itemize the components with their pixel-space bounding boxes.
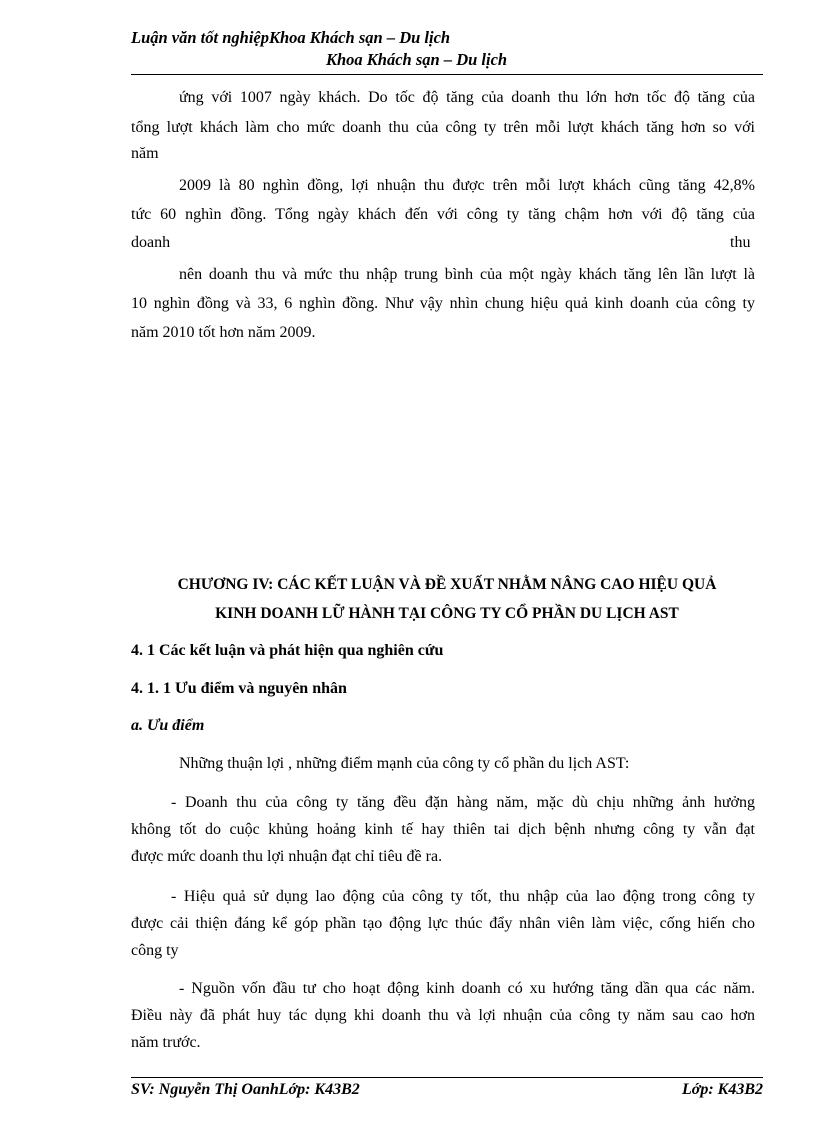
footer-class: Lớp: K43B2 [681,1081,763,1098]
body-line: ứng với 1007 ngày khách. Do tốc độ tăng của doanh thu lớn hơn tốc độ tăng của [179,89,755,106]
body-line: 10 nghìn đồng và 33, 6 nghìn đồng. Như vậy nhìn chung hiệu quả kinh doanh của công ty [131,295,755,312]
advantages-intro: Những thuận lợi , những điểm mạnh của công ty cổ phần du lịch AST: [179,755,630,772]
footer-divider [131,1077,763,1078]
advantage-bullet-line: - Nguồn vốn đầu tư cho hoạt động kinh doanh có xu hướng tăng dần qua các năm. [179,980,755,997]
advantage-bullet-line: - Doanh thu của công ty tăng đều đặn hàng năm, mặc dù chịu những ảnh hưởng [171,794,755,811]
subsection-heading-a: a. Ưu điểm [131,717,205,734]
body-line: nên doanh thu và mức thu nhập trung bình của một ngày khách tăng lên lần lượt là [179,266,755,283]
advantage-bullet-line: được mức doanh thu lợi nhuận đạt chỉ tiêu đề ra. [131,848,443,865]
body-line: năm 2010 tốt hơn năm 2009. [131,324,316,341]
body-line: thu [730,234,751,251]
advantage-bullet-line: - Hiệu quả sử dụng lao động của công ty tốt, thu nhập của lao động trong công ty [171,888,755,905]
running-header-line-2: Khoa Khách sạn – Du lịch [326,50,508,69]
advantage-bullet-line: không tốt do cuộc khủng hoảng kinh tế hay thiên tai dịch bệnh nhưng công ty vẫn đạt [131,821,755,838]
chapter-title-line-2: KINH DOANH LỮ HÀNH TẠI CÔNG TY CỔ PHẦN DU LỊCH AST [215,605,679,622]
chapter-title-line-1: CHƯƠNG IV: CÁC KẾT LUẬN VÀ ĐỀ XUẤT NHẰM NÂNG CAO HIỆU QUẢ [177,576,717,593]
body-line: 2009 là 80 nghìn đồng, lợi nhuận thu được trên mỗi lượt khách cũng tăng 42,8% [179,177,755,194]
section-heading-4-1: 4. 1 Các kết luận và phát hiện qua nghiên cứu [131,642,444,659]
footer-student: SV: Nguyễn Thị OanhLớp: K43B2 [131,1081,360,1098]
advantage-bullet-line: năm trước. [131,1034,201,1051]
advantage-bullet-line: Điều này đã phát huy tác dụng khi doanh thu và lợi nhuận của công ty năm sau cao hơn [131,1007,755,1024]
header-divider [131,74,763,75]
body-line: tức 60 nghìn đồng. Tổng ngày khách đến với công ty tăng chậm hơn với độ tăng của [131,206,755,223]
body-line: tổng lượt khách làm cho mức doanh thu của công ty trên mỗi lượt khách tăng hơn so với [131,119,755,136]
advantage-bullet-line: được cải thiện đáng kể góp phần tạo động lực thúc đẩy nhân viên làm việc, cống hiến cho [131,915,755,932]
body-line: năm [131,145,159,162]
section-heading-4-1-1: 4. 1. 1 Ưu điểm và nguyên nhân [131,680,347,697]
advantage-bullet-line: công ty [131,942,179,959]
body-line: doanh [131,234,171,251]
running-header-line-1: Luận văn tốt nghiệpKhoa Khách sạn – Du lịch [131,28,451,47]
